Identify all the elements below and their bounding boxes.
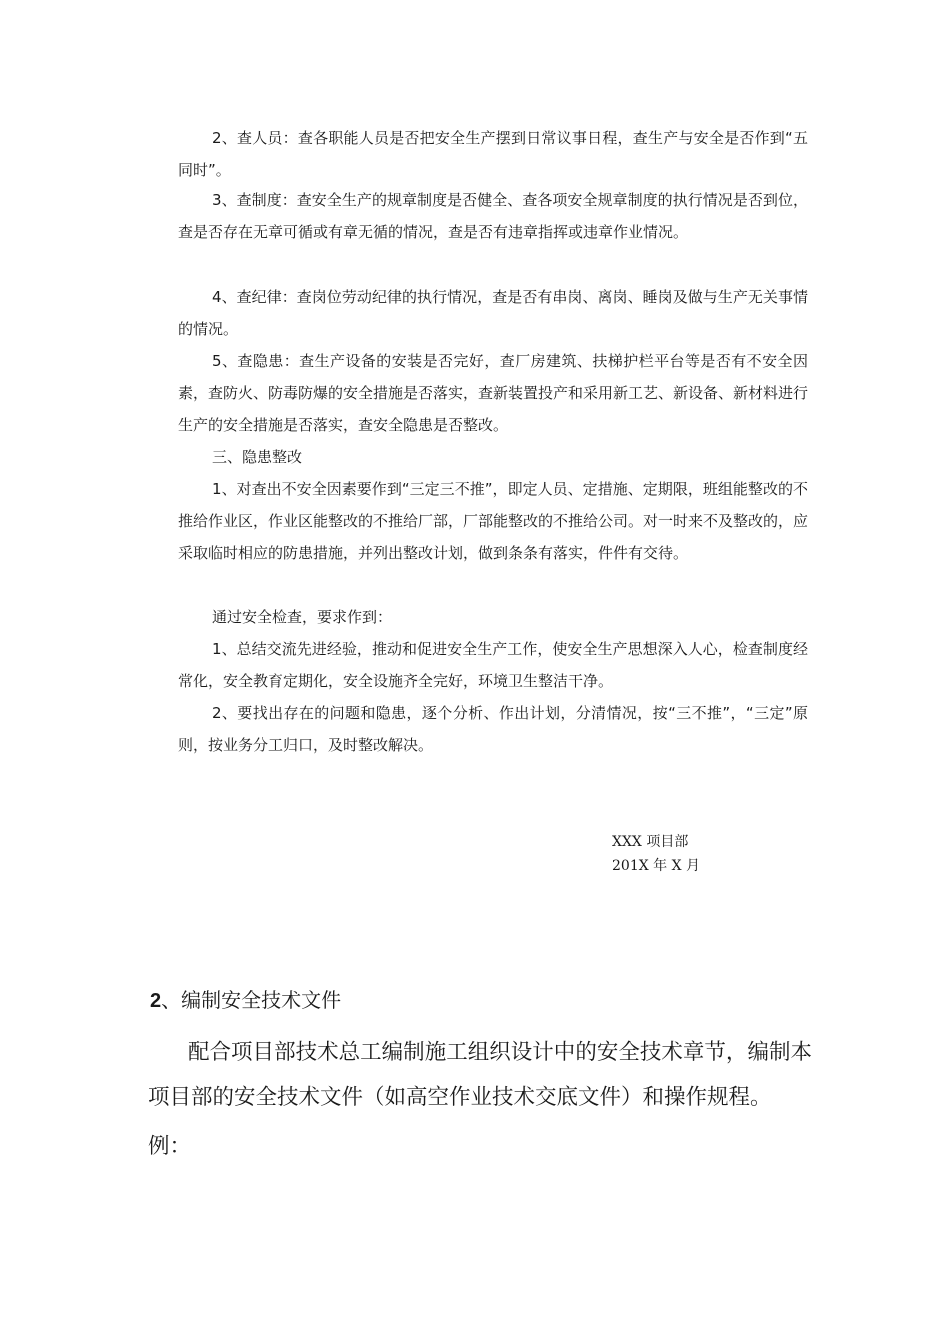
section-2-example-label: 例： bbox=[148, 1134, 192, 1159]
check-rules-paragraph: 3、查制度：查安全生产的规章制度是否健全、查各项安全规章制度的执行情况是否到位，查是否存在无章可循或有章无循的情况，查是否有违章指挥或违章作业情况。 bbox=[178, 191, 808, 241]
requirement-2-paragraph: 2、要找出存在的问题和隐患，逐个分析、作出计划，分清情况，按“三不推”，“三定”原则，按业务分工归口，及时整改解决。 bbox=[178, 704, 808, 754]
check-personnel-paragraph: 2、查人员：查各职能人员是否把安全生产摆到日常议事日程，查生产与安全是否作到“五同时”。 bbox=[178, 129, 808, 179]
section-2-number: 2 bbox=[150, 990, 162, 1012]
check-discipline-paragraph: 4、查纪律：查岗位劳动纪律的执行情况，查是否有串岗、离岗、睡岗及做与生产无关事情的情况。 bbox=[178, 288, 808, 338]
requirements-intro: 通过安全检查，要求作到： bbox=[212, 608, 393, 626]
signature-date: 201X 年 X 月 bbox=[612, 858, 701, 874]
requirement-1-paragraph: 1、总结交流先进经验，推动和促进安全生产工作，使安全生产思想深入人心，检查制度经常化，安全教育定期化，安全设施齐全完好，环境卫生整洁干净。 bbox=[178, 640, 808, 690]
rectify-paragraph: 1、对查出不安全因素要作到“三定三不推”，即定人员、定措施、定期限，班组能整改的不推给作业区，作业区能整改的不推给厂部，厂部能整改的不推给公司。对一时来不及整改的，应采取临时相应的防患措施，并列出整改计划，做到条条有落实，件件有交待。 bbox=[178, 480, 809, 562]
section-2-body: 配合项目部技术总工编制施工组织设计中的安全技术章节，编制本项目部的安全技术文件（如高空作业技术交底文件）和操作规程。 bbox=[148, 1040, 812, 1110]
section-2-heading bbox=[150, 985, 341, 1016]
signature-department: XXX 项目部 bbox=[612, 834, 689, 850]
rectify-heading: 三、隐患整改 bbox=[212, 448, 303, 466]
section-2-title: 、编制安全技术文件 bbox=[161, 988, 342, 1012]
check-hazards-paragraph: 5、查隐患：查生产设备的安装是否完好，查厂房建筑、扶梯护栏平台等是否有不安全因素，查防火、防毒防爆的安全措施是否落实，查新装置投产和采用新工艺、新设备、新材料进行生产的安全措施是否落实，查安全隐患是否整改。 bbox=[178, 352, 809, 434]
